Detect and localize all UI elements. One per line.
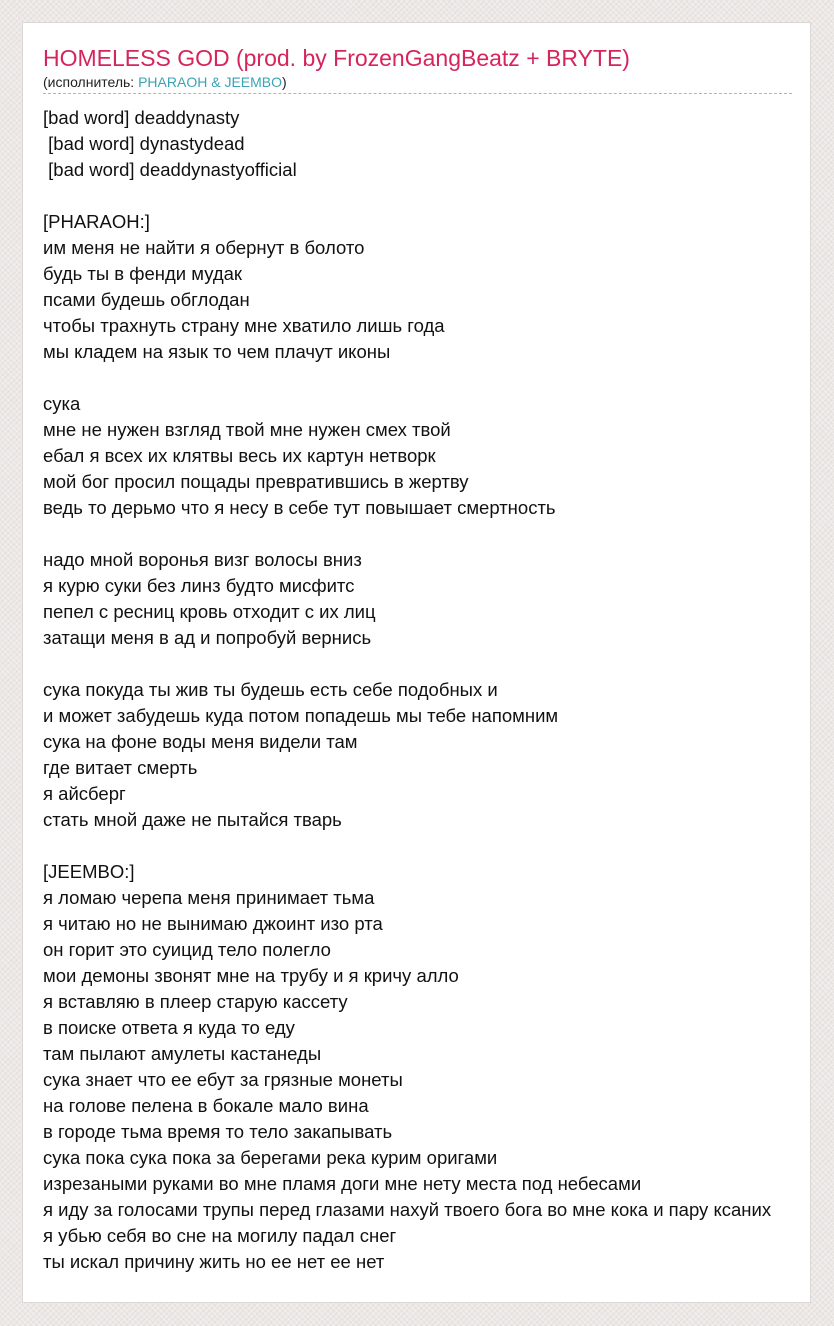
artist-prefix: (исполнитель:	[43, 74, 139, 90]
title-divider	[43, 93, 792, 94]
artist-link[interactable]: PHARAOH & JEEMBO	[138, 74, 283, 90]
song-title: HOMELESS GOD (prod. by FrozenGangBeatz + BRYTE)	[43, 45, 630, 71]
artist-suffix: )	[282, 74, 287, 90]
lyrics-text: [bad word] deaddynasty [bad word] dynastydead [bad word] deaddynastyofficial [PHARAOH:] им меня не найти я обернут в болото будь ты в фенди мудак псами будешь обглодан чтобы трахнуть страну мне хватило лишь года мы кладем на язык то чем плачут иконы сука мне не нужен взгляд твой мне нужен смех твой ебал я всех их клятвы весь их картун нетворк мой бог просил пощады превратившись в жертву ведь то дерьмо что я несу в себе тут повышает смертность надо мной воронья визг волосы вниз я курю суки без линз будто мисфитс пепел с ресниц кровь отходит с их лиц затащи меня в ад и попробуй вернись сука покуда ты жив ты будешь есть себе подобных и и может забудешь куда потом попадешь мы тебе напомним сука на фоне воды меня видели там где витает смерть я айсберг стать мной даже не пытайся тварь [JEEMBO:] я ломаю черепа меня принимает тьма я читаю но не вынимаю джоинт изо рта он горит это суицид тело полегло мои демоны звонят мне на трубу и я кричу алло я вставляю в плеер старую кассету в поиске ответа я куда то еду там пылают амулеты кастанеды сука знает что ее ебут за грязные монеты на голове пелена в бокале мало вина в городе тьма время то тело закапывать сука пока сука пока за берегами река курим оригами изрезаными руками во мне пламя доги мне нету места под небесами я иду за голосами трупы перед глазами нахуй твоего бога во мне кока и пару ксаних я убью себя во сне на могилу падал снег ты искал причину жить но ее нет ее нет	[43, 107, 772, 1272]
lyrics-card	[22, 22, 811, 1303]
artist-line	[43, 74, 287, 91]
